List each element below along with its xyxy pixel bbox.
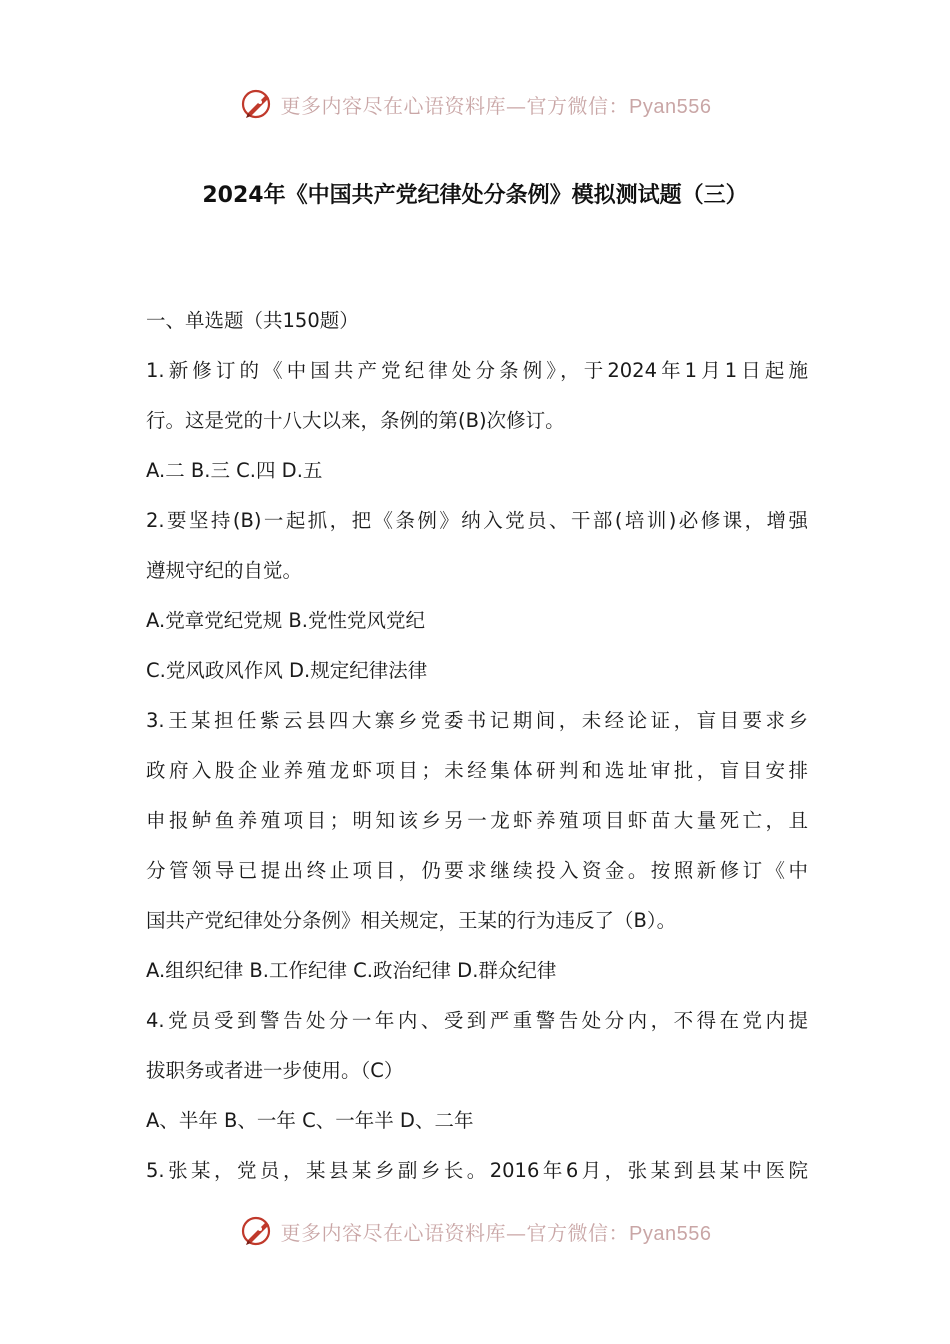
wechat-id: Pyan556 bbox=[629, 95, 712, 118]
text-line: 申报鲈鱼养殖项目；明知该乡另一龙虾养殖项目虾苗大量死亡，且 bbox=[146, 809, 808, 832]
text-line: 拔职务或者进一步使用。（C） bbox=[146, 1059, 404, 1082]
pen-logo-icon bbox=[239, 1213, 275, 1249]
footer-banner bbox=[0, 1211, 950, 1251]
wechat-id: Pyan556 bbox=[629, 1222, 712, 1245]
text-line: 遵规守纪的自觉。 bbox=[146, 559, 303, 582]
text-line: A、半年 B、一年 C、一年半 D、二年 bbox=[146, 1109, 474, 1132]
text-line: 国共产党纪律处分条例》相关规定，王某的行为违反了（B）。 bbox=[146, 909, 677, 932]
text-line: 分管领导已提出终止项目，仍要求继续投入资金。按照新修订《中 bbox=[146, 859, 808, 882]
text-line: C.党风政风作风 D.规定纪律法律 bbox=[146, 659, 428, 682]
text-line: 行。这是党的十八大以来，条例的第(B)次修订。 bbox=[146, 409, 565, 432]
text-line: A.组织纪律 B.工作纪律 C.政治纪律 D.群众纪律 bbox=[146, 959, 557, 982]
text-line: 4.党员受到警告处分一年内、受到严重警告处分内，不得在党内提 bbox=[146, 1009, 808, 1032]
pen-logo-icon bbox=[239, 86, 275, 122]
document-body bbox=[146, 296, 808, 1196]
text-line: A.二 B.三 C.四 D.五 bbox=[146, 459, 323, 482]
banner-text: 更多内容尽在心语资料库—官方微信：Pyan556 bbox=[280, 1220, 712, 1245]
text-line: 3.王某担任紫云县四大寨乡党委书记期间，未经论证，盲目要求乡 bbox=[146, 709, 808, 732]
text-line: A.党章党纪党规 B.党性党风党纪 bbox=[146, 609, 425, 632]
document-title: 2024年《中国共产党纪律处分条例》模拟测试题（三） bbox=[202, 183, 748, 208]
text-line: 一、单选题（共150题） bbox=[146, 309, 359, 332]
banner-text: 更多内容尽在心语资料库—官方微信：Pyan556 bbox=[280, 93, 712, 118]
header-banner bbox=[0, 84, 950, 124]
text-line: 1.新修订的《中国共产党纪律处分条例》，于2024年1月1日起施 bbox=[146, 359, 808, 382]
text-line: 5.张某，党员，某县某乡副乡长。2016年6月，张某到县某中医院 bbox=[146, 1159, 808, 1182]
text-line: 2.要坚持(B)一起抓，把《条例》纳入党员、干部(培训)必修课，增强 bbox=[146, 509, 808, 532]
text-line: 政府入股企业养殖龙虾项目；未经集体研判和选址审批，盲目安排 bbox=[146, 759, 808, 782]
